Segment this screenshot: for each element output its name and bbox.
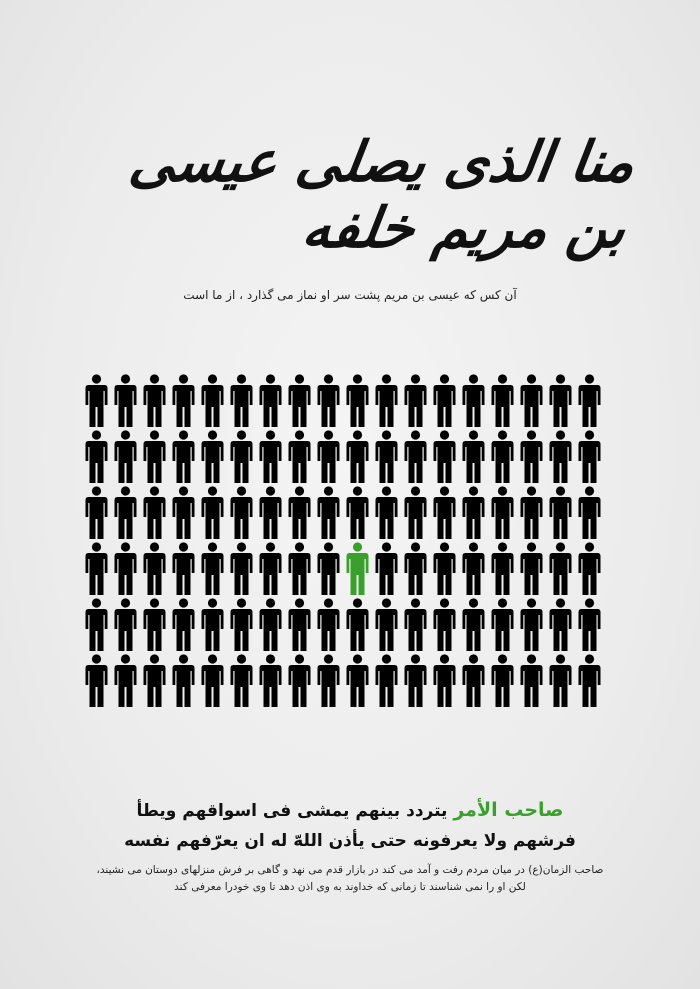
person-icon bbox=[86, 430, 108, 483]
person-icon bbox=[318, 374, 340, 427]
person-icon bbox=[144, 542, 166, 595]
person-icon bbox=[318, 430, 340, 483]
quote-line-1 bbox=[50, 795, 650, 826]
person-icon bbox=[202, 654, 224, 707]
caption-line-2: لکن او را نمی شناسند تا زمانی که خداوند به وی اذن دهد تا وی خودرا معرفی کند bbox=[174, 881, 526, 893]
person-icon bbox=[579, 542, 601, 595]
highlighted-person-icon bbox=[347, 542, 369, 595]
persian-caption bbox=[30, 862, 670, 896]
person-icon bbox=[376, 430, 398, 483]
person-icon bbox=[463, 654, 485, 707]
hadith-quote bbox=[50, 795, 650, 856]
person-icon bbox=[347, 374, 369, 427]
person-icon bbox=[231, 374, 253, 427]
person-icon bbox=[521, 486, 543, 539]
person-icon bbox=[434, 374, 456, 427]
person-icon bbox=[115, 486, 137, 539]
quote-line-1-rest: یتردد بینهم یمشی فی اسواقهم ویطأ bbox=[136, 801, 454, 821]
person-icon bbox=[318, 542, 340, 595]
person-icon bbox=[115, 430, 137, 483]
person-icon bbox=[173, 542, 195, 595]
person-icon bbox=[521, 598, 543, 651]
person-icon bbox=[144, 598, 166, 651]
person-icon bbox=[492, 598, 514, 651]
person-icon bbox=[521, 542, 543, 595]
person-icon bbox=[521, 654, 543, 707]
person-icon bbox=[405, 598, 427, 651]
person-icon bbox=[463, 486, 485, 539]
person-icon bbox=[405, 430, 427, 483]
person-icon bbox=[492, 542, 514, 595]
person-icon bbox=[579, 430, 601, 483]
person-icon bbox=[115, 374, 137, 427]
person-icon bbox=[521, 374, 543, 427]
person-icon bbox=[260, 598, 282, 651]
person-icon bbox=[289, 430, 311, 483]
person-icon bbox=[202, 486, 224, 539]
person-icon bbox=[405, 654, 427, 707]
quote-highlight: صاحب الأمر bbox=[453, 799, 564, 821]
person-icon bbox=[550, 654, 572, 707]
person-icon bbox=[521, 430, 543, 483]
person-icon bbox=[173, 598, 195, 651]
person-icon bbox=[231, 486, 253, 539]
person-icon bbox=[376, 598, 398, 651]
person-icon bbox=[86, 598, 108, 651]
person-icon bbox=[260, 430, 282, 483]
person-icon bbox=[231, 598, 253, 651]
person-icon bbox=[405, 486, 427, 539]
person-icon bbox=[289, 598, 311, 651]
person-icon bbox=[492, 430, 514, 483]
person-icon bbox=[318, 598, 340, 651]
person-icon bbox=[463, 542, 485, 595]
person-icon bbox=[202, 542, 224, 595]
person-icon bbox=[289, 654, 311, 707]
person-icon bbox=[579, 486, 601, 539]
person-icon bbox=[376, 542, 398, 595]
person-icon bbox=[492, 486, 514, 539]
person-icon bbox=[202, 430, 224, 483]
person-icon bbox=[579, 598, 601, 651]
person-icon bbox=[434, 430, 456, 483]
person-icon bbox=[231, 654, 253, 707]
person-icon bbox=[202, 598, 224, 651]
person-icon bbox=[434, 598, 456, 651]
quote-line-2: فرشهم ولا یعرفونه حتی یأذن اللهّ له ان یعرّفهم نفسه bbox=[124, 831, 576, 851]
person-icon bbox=[318, 654, 340, 707]
person-icon bbox=[115, 654, 137, 707]
person-icon bbox=[173, 486, 195, 539]
person-icon bbox=[434, 654, 456, 707]
person-icon bbox=[463, 598, 485, 651]
person-icon bbox=[492, 374, 514, 427]
crowd-grid bbox=[82, 372, 604, 708]
person-icon bbox=[347, 654, 369, 707]
person-icon bbox=[260, 486, 282, 539]
person-icon bbox=[86, 486, 108, 539]
person-icon bbox=[376, 486, 398, 539]
title-translation: آن کس که عیسی بن مریم پشت سر او نماز می گذارد ، از ما است bbox=[183, 288, 517, 302]
person-icon bbox=[579, 374, 601, 427]
person-icon bbox=[86, 374, 108, 427]
person-icon bbox=[231, 430, 253, 483]
person-icon bbox=[376, 654, 398, 707]
person-icon bbox=[347, 598, 369, 651]
person-icon bbox=[318, 486, 340, 539]
person-icon bbox=[115, 542, 137, 595]
person-icon bbox=[579, 654, 601, 707]
person-icon bbox=[144, 430, 166, 483]
person-icon bbox=[144, 374, 166, 427]
person-icon bbox=[550, 598, 572, 651]
person-icon bbox=[550, 430, 572, 483]
person-icon bbox=[289, 542, 311, 595]
person-icon bbox=[347, 430, 369, 483]
person-icon bbox=[173, 654, 195, 707]
person-icon bbox=[144, 654, 166, 707]
person-icon bbox=[405, 374, 427, 427]
person-icon bbox=[260, 374, 282, 427]
person-icon bbox=[463, 430, 485, 483]
person-icon bbox=[434, 542, 456, 595]
calligraphy-title: منا الذی یصلی عیسی بن مریم خلفه bbox=[125, 129, 640, 261]
person-icon bbox=[492, 654, 514, 707]
person-icon bbox=[434, 486, 456, 539]
person-icon bbox=[550, 486, 572, 539]
person-icon bbox=[144, 486, 166, 539]
person-icon bbox=[115, 598, 137, 651]
person-icon bbox=[173, 374, 195, 427]
person-icon bbox=[405, 542, 427, 595]
person-icon bbox=[463, 374, 485, 427]
person-icon bbox=[260, 542, 282, 595]
person-icon bbox=[260, 654, 282, 707]
person-icon bbox=[289, 486, 311, 539]
caption-line-1: صاحب الزمان(ع) در میان مردم رفت و آمد می کند در بازار قدم می نهد و گاهی بر فرش منزلهای دوستان می نشیند، bbox=[96, 864, 604, 876]
person-icon bbox=[289, 374, 311, 427]
person-icon bbox=[550, 542, 572, 595]
person-icon bbox=[86, 542, 108, 595]
person-icon bbox=[202, 374, 224, 427]
person-icon bbox=[86, 654, 108, 707]
person-icon bbox=[231, 542, 253, 595]
person-icon bbox=[550, 374, 572, 427]
person-icon bbox=[376, 374, 398, 427]
person-icon bbox=[173, 430, 195, 483]
person-icon bbox=[347, 486, 369, 539]
